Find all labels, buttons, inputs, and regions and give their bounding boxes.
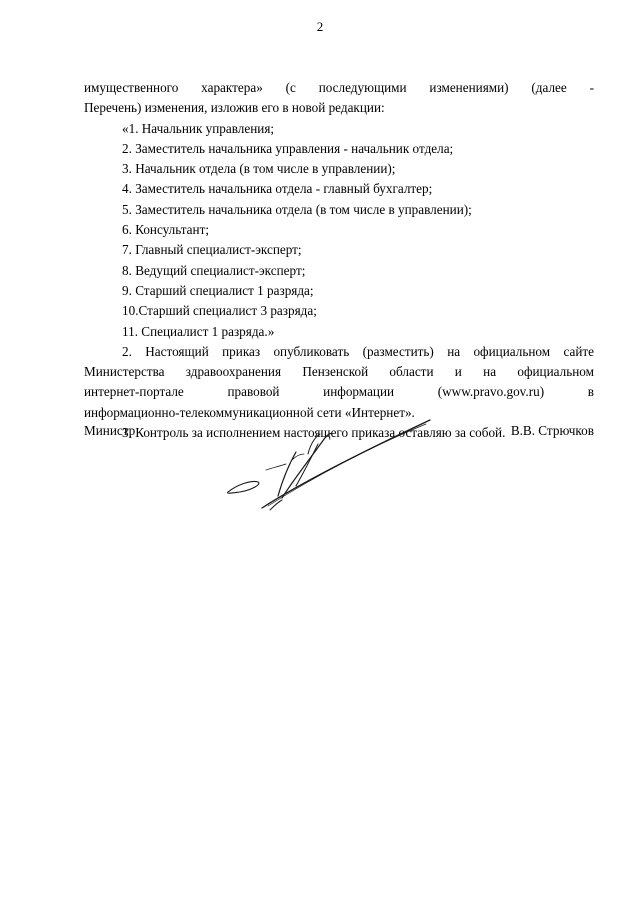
list-item: 5. Заместитель начальника отдела (в том числе в управлении); [122,201,472,217]
intro-line-2: Перечень) изменения, изложив его в новой редакции: [84,100,385,116]
list-item: 7. Главный специалист-эксперт; [122,242,302,258]
list-item: «1. Начальник управления; [122,120,275,136]
document-body [84,78,594,443]
list-item: 4. Заместитель начальника отдела - главный бухгалтер; [122,181,433,197]
clause-2-line-2: Министерства здравоохранения Пензенской области и на официальном [84,364,594,380]
signer-title: Министр [84,423,136,438]
intro-line-1: имущественного характера» (с последующими изменениями) (далее - [84,80,594,95]
signer-name: В.В. Стрючков [510,423,594,438]
list-item: 10.Старший специалист 3 разряда; [122,303,317,319]
list-item: 6. Консультант; [122,222,210,238]
list-item: 9. Старший специалист 1 разряда; [122,282,314,298]
list-item: 2. Заместитель начальника управления - начальник отдела; [122,140,454,156]
positions-list [84,119,594,342]
clause-2-line-4: информационно-телекоммуникационной сети «Интернет». [84,404,415,420]
list-item: 8. Ведущий специалист-эксперт; [122,262,306,278]
handwritten-signature [222,412,442,522]
list-item: 3. Начальник отдела (в том числе в управлении); [122,161,396,177]
clause-3: 3. Контроль за исполнением настоящего приказа оставляю за собой. [122,425,506,441]
clause-2-line-3: интернет-портале правовой информации (www.pravo.gov.ru) в [84,384,594,400]
clause-2-line-1: 2. Настоящий приказ опубликовать (разместить) на официальном сайте [122,343,594,359]
clause-2 [84,342,594,423]
page-number: 2 [316,19,324,34]
list-item: 11. Специалист 1 разряда.» [122,323,275,339]
